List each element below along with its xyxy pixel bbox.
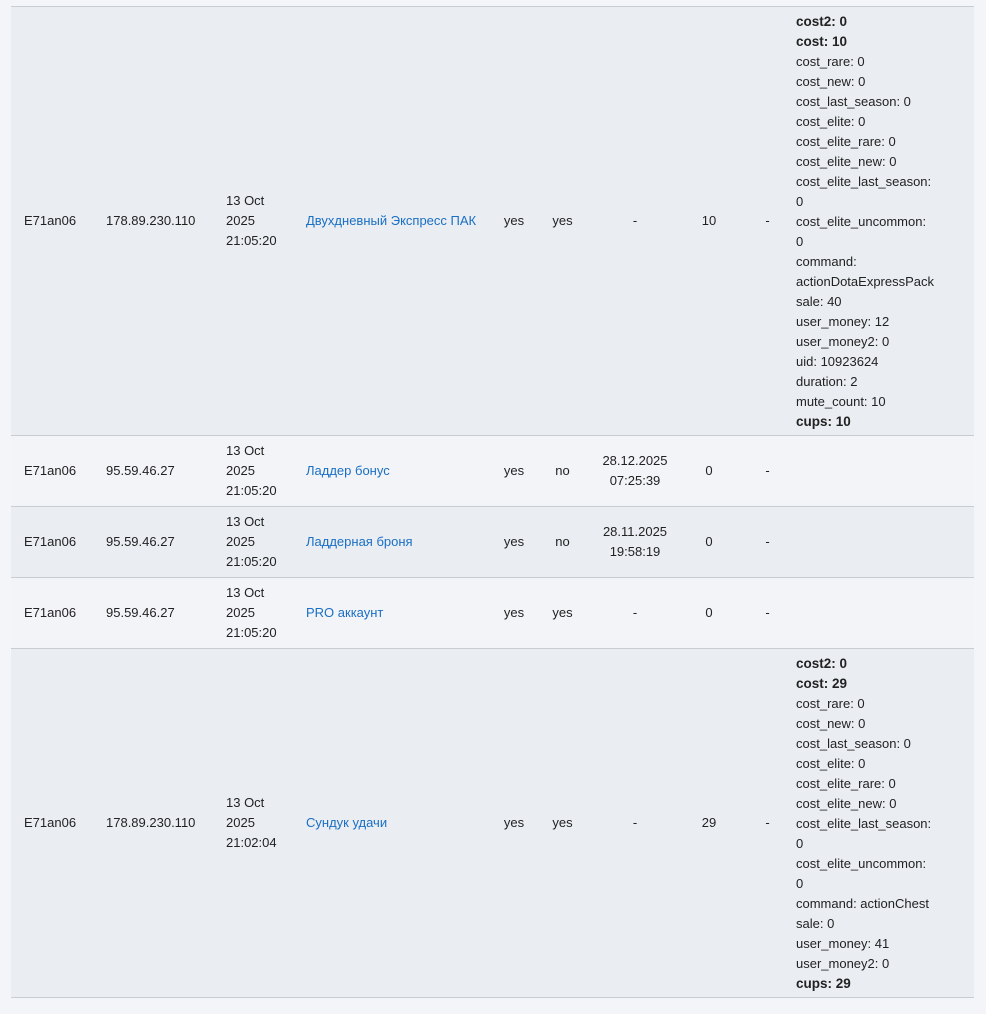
expires-cell xyxy=(591,578,679,649)
date-line: 13 Oct xyxy=(226,795,265,810)
expires-cell xyxy=(591,507,679,578)
flag2-cell: yes xyxy=(552,605,573,620)
detail-line: user_money2: 0 xyxy=(796,956,890,971)
detail-line: 0 xyxy=(796,234,804,249)
detail-line: user_money2: 0 xyxy=(796,334,890,349)
details-cell xyxy=(796,649,974,998)
amount-cell: 10 xyxy=(701,213,717,228)
item-cell xyxy=(306,436,494,507)
detail-line: cost_last_season: 0 xyxy=(796,94,911,109)
expires-line: - xyxy=(632,213,638,228)
dash-cell: - xyxy=(765,463,770,478)
detail-line: cost_elite_rare: 0 xyxy=(796,776,896,791)
item-cell xyxy=(306,649,494,998)
item-link[interactable]: PRO аккаунт xyxy=(306,605,384,620)
flag2-cell: yes xyxy=(552,815,573,830)
detail-line: cost_elite_rare: 0 xyxy=(796,134,896,149)
expires-line: - xyxy=(632,605,638,620)
expires-cell xyxy=(591,436,679,507)
date-line: 21:05:20 xyxy=(226,483,277,498)
date-cell xyxy=(226,507,306,578)
item-link[interactable]: Ладдерная броня xyxy=(306,534,413,549)
dash-cell: - xyxy=(765,534,770,549)
detail-line: 0 xyxy=(796,876,804,891)
detail-line: mute_count: 10 xyxy=(796,394,886,409)
date-cell xyxy=(226,578,306,649)
date-line: 13 Oct xyxy=(226,514,265,529)
purchase-log-table xyxy=(11,6,974,998)
date-line: 2025 xyxy=(226,815,255,830)
expires-line: 28.11.2025 xyxy=(602,524,668,539)
date-line: 2025 xyxy=(226,605,255,620)
ip-cell: 178.89.230.110 xyxy=(106,815,196,830)
table-row xyxy=(11,507,974,578)
detail-line: cost: 29 xyxy=(796,676,848,691)
detail-line: 0 xyxy=(796,194,804,209)
item-cell xyxy=(306,507,494,578)
detail-line: cost_elite_last_season: xyxy=(796,174,932,189)
detail-line: cost_elite_uncommon: xyxy=(796,856,927,871)
flag1-cell: yes xyxy=(503,534,525,549)
expires-line: 28.12.2025 xyxy=(602,453,668,468)
dash-cell: - xyxy=(765,605,770,620)
flag2-cell: yes xyxy=(552,213,573,228)
flag1-cell: yes xyxy=(503,605,525,620)
flag2-cell: no xyxy=(555,463,570,478)
date-cell xyxy=(226,436,306,507)
date-line: 2025 xyxy=(226,534,255,549)
detail-line: user_money: 12 xyxy=(796,314,890,329)
expires-line: 19:58:19 xyxy=(609,544,661,559)
detail-line: duration: 2 xyxy=(796,374,858,389)
detail-line: cost_rare: 0 xyxy=(796,696,865,711)
table-row xyxy=(11,7,974,436)
details-cell xyxy=(796,436,974,507)
flag2-cell: no xyxy=(555,534,570,549)
expires-cell xyxy=(591,7,679,436)
detail-line: cost_elite_new: 0 xyxy=(796,154,897,169)
detail-line: cost_elite_last_season: xyxy=(796,816,932,831)
detail-line: command: xyxy=(796,254,857,269)
details-cell xyxy=(796,578,974,649)
user-cell: E71an06 xyxy=(24,534,77,549)
detail-line: cost_elite_new: 0 xyxy=(796,796,897,811)
detail-line: sale: 40 xyxy=(796,294,842,309)
detail-line: cost2: 0 xyxy=(796,14,848,29)
detail-line: cost: 10 xyxy=(796,34,848,49)
dash-cell: - xyxy=(765,213,770,228)
detail-line: cost_rare: 0 xyxy=(796,54,865,69)
detail-line: cost_new: 0 xyxy=(796,74,866,89)
detail-line: cost_elite: 0 xyxy=(796,114,866,129)
date-line: 13 Oct xyxy=(226,585,265,600)
detail-line: cost_elite_uncommon: xyxy=(796,214,927,229)
expires-cell xyxy=(591,649,679,998)
item-link[interactable]: Ладдер бонус xyxy=(306,463,390,478)
detail-line: command: actionChest xyxy=(796,896,929,911)
detail-line: sale: 0 xyxy=(796,916,835,931)
detail-line: cost_elite: 0 xyxy=(796,756,866,771)
detail-line: actionDotaExpressPack xyxy=(796,274,935,289)
details-cell xyxy=(796,7,974,436)
purchase-log-body xyxy=(11,7,974,998)
user-cell: E71an06 xyxy=(24,815,77,830)
date-line: 21:05:20 xyxy=(226,554,277,569)
user-cell: E71an06 xyxy=(24,605,77,620)
detail-line: 0 xyxy=(796,836,804,851)
item-link[interactable]: Сундук удачи xyxy=(306,815,388,830)
user-cell: E71an06 xyxy=(24,213,77,228)
date-line: 21:02:04 xyxy=(226,835,277,850)
date-line: 2025 xyxy=(226,463,255,478)
amount-cell: 0 xyxy=(705,463,713,478)
table-row xyxy=(11,578,974,649)
ip-cell: 178.89.230.110 xyxy=(106,213,196,228)
details-cell xyxy=(796,507,974,578)
item-cell xyxy=(306,7,494,436)
date-line: 13 Oct xyxy=(226,193,265,208)
date-line: 21:05:20 xyxy=(226,233,277,248)
ip-cell: 95.59.46.27 xyxy=(106,534,175,549)
table-row xyxy=(11,649,974,998)
expires-line: - xyxy=(632,815,638,830)
table-row xyxy=(11,436,974,507)
amount-cell: 0 xyxy=(705,534,713,549)
ip-cell: 95.59.46.27 xyxy=(106,463,175,478)
item-cell xyxy=(306,578,494,649)
amount-cell: 0 xyxy=(705,605,713,620)
expires-line: 07:25:39 xyxy=(609,473,661,488)
flag1-cell: yes xyxy=(503,463,525,478)
detail-line: cost_new: 0 xyxy=(796,716,866,731)
date-cell xyxy=(226,649,306,998)
detail-line: cups: 10 xyxy=(796,414,851,429)
flag1-cell: yes xyxy=(503,815,525,830)
detail-line: user_money: 41 xyxy=(796,936,890,951)
detail-line: cost_last_season: 0 xyxy=(796,736,911,751)
item-link[interactable]: Двухдневный Экспресс ПАК xyxy=(306,213,477,228)
detail-line: cups: 29 xyxy=(796,976,851,991)
date-line: 13 Oct xyxy=(226,443,265,458)
date-cell xyxy=(226,7,306,436)
dash-cell: - xyxy=(765,815,770,830)
ip-cell: 95.59.46.27 xyxy=(106,605,175,620)
detail-line: uid: 10923624 xyxy=(796,354,879,369)
amount-cell: 29 xyxy=(701,815,717,830)
user-cell: E71an06 xyxy=(24,463,77,478)
date-line: 2025 xyxy=(226,213,255,228)
detail-line: cost2: 0 xyxy=(796,656,848,671)
date-line: 21:05:20 xyxy=(226,625,277,640)
flag1-cell: yes xyxy=(503,213,525,228)
